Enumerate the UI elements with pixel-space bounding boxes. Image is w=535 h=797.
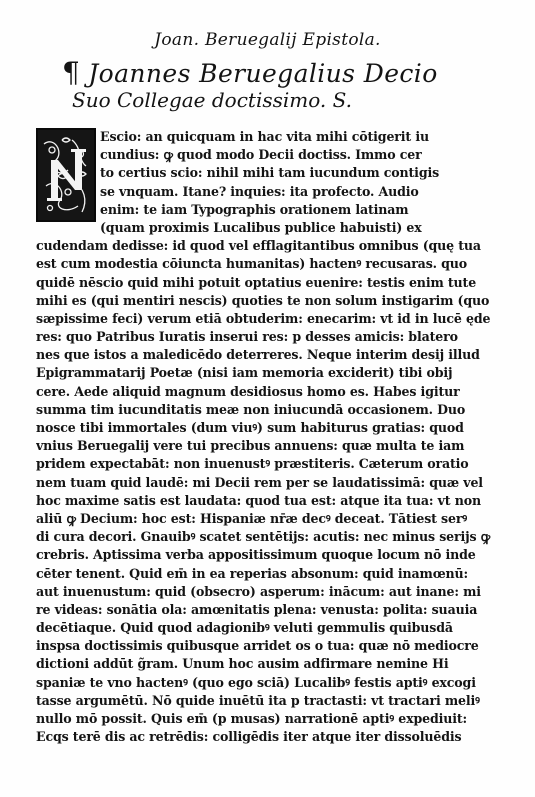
text-line: cundius: ꝙ quod modo Decii doctiss. Immo cer	[100, 147, 422, 163]
text-line: Escio: an quicquam in hac vita mihi cōtigerit iu	[100, 129, 429, 144]
text-line: vnius Beruegalij vere tui precibus annuens: quæ multa te iam	[36, 438, 465, 454]
text-line: nem tuam quid laudē: mi Decii rem per se laudatissimā: quæ vel	[36, 474, 483, 490]
title-text: Joannes Beruegalius Decio	[88, 59, 438, 88]
text-line: re videas: sonātia ola: amœnitatis plena: venusta: polita: suauia	[36, 601, 478, 617]
text-line: dictioni addūt g̃ram. Unum hoc ausim adfirmare nemine Hi	[36, 656, 449, 672]
text-line: sæpissime feci) verum etiā obtuderim: enecarim: vt id in lucē ęde	[36, 310, 491, 326]
text-line: spaniæ te vno hactenꝰ (quo ego sciā) Lucalibꝰ festis aptiꝰ excogi	[36, 674, 476, 690]
text-line: cere. Aede aliquid magnum desidiosus homo es. Habes igitur	[36, 383, 460, 399]
text-line: cudendam dedisse: id quod vel efflagitantibus omnibus (quę tua	[36, 238, 481, 254]
text-line: Epigrammatarij Poetæ (nisi iam memoria exciderit) tibi obij	[36, 365, 453, 381]
text-line: hoc maxime satis est laudata: quod tua est: atque ita tua: vt non	[36, 492, 481, 508]
running-head: Joan. Beruegalij Epistola.	[154, 30, 381, 50]
text-line: nullo mō possit. Quis em̄ (p musas) narrationē aptiꝰ expediuit:	[36, 711, 468, 726]
letter-subtitle: Suo Collegae doctissimo. S.	[72, 88, 352, 112]
text-line: aliū ꝙ Decium: hoc est: Hispaniæ nr̄æ decꝰ deceat. Tātiest serꝰ	[36, 510, 467, 526]
text-line: cēter tenent. Quid em̄ in ea reperias absonum: quid inamœnū:	[36, 565, 469, 581]
text-line: est cum modestia cōiuncta humanitas) hactenꝰ recusaras. quo	[36, 256, 468, 272]
text-line: mihi es (qui mentiri nescis) quoties te non solum instigarim (quo	[36, 292, 490, 308]
text-line: res: quo Patribus Iuratis inserui res: p desses amicis: blatero	[36, 329, 458, 345]
text-line: aut inuenustum: quid (obsecro) asperum: inācum: aut inane: mi	[36, 583, 481, 599]
letter-title	[62, 56, 482, 89]
text-line: pridem expectabāt: non inuenustꝰ præstiteris. Cæterum oratio	[36, 456, 469, 472]
letter-body	[36, 128, 506, 746]
text-line: Ecqs terē dis ac retrēdis: colligēdis iter atque iter dissoluēdis	[36, 729, 462, 745]
text-line: inspsa doctissimis quibusque arridet os o tua: quæ nō mediocre	[36, 638, 479, 654]
pilcrow-icon: ¶	[62, 56, 81, 89]
text-line: summa tim iucunditatis meæ non iniucundā occasionem. Duo	[36, 401, 466, 417]
text-line: enim: te iam Typographis orationem latinam	[100, 201, 409, 217]
text-line: to certius scio: nihil mihi tam iucundum contigis	[100, 165, 440, 181]
text-line: tasse argumētū. Nō quide inuētū ita p tractasti: vt tractari meliꝰ	[36, 692, 480, 708]
text-line: quidē nēscio quid mihi potuit optatius euenire: testis enim tute	[36, 274, 477, 290]
text-line: se vnquam. Itane? inquies: ita profecto. Audio	[100, 183, 419, 199]
text-line: di cura decori. Gnauibꝰ scatet sentētijs: acutis: nec minus serijs ꝙ	[36, 529, 491, 545]
text-line: crebris. Aptissima verba appositissimum quoque locum nō inde	[36, 547, 476, 563]
text-line: decētiaque. Quid quod adagionibꝰ veluti gemmulis quibusdā	[36, 620, 453, 636]
text-line: (quam proximis Lucalibus publice habuisti) ex	[100, 219, 422, 235]
text-line: nes que istos a maledicēdo deterreres. Neque interim desij illud	[36, 347, 480, 363]
text-line: nosce tibi immortales (dum viuꝰ) sum habiturus gratias: quod	[36, 420, 464, 435]
